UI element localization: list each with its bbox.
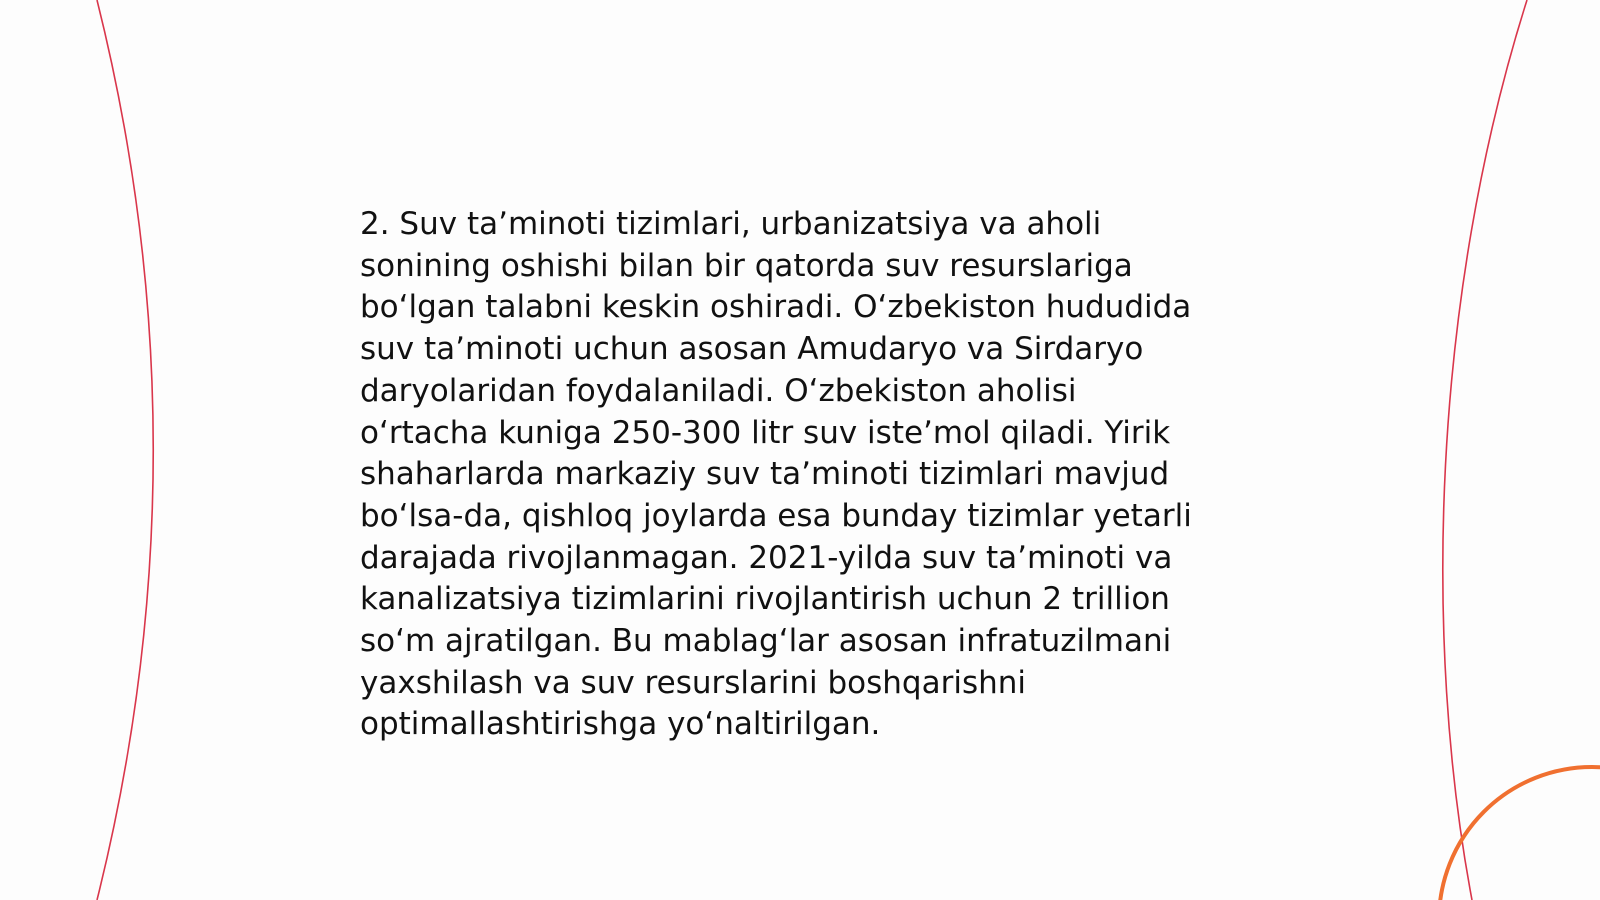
left-decorative-curve [97,0,153,900]
slide-body-text: 2. Suv ta’minoti tizimlari, urbanizatsiya va aholi sonining oshishi bilan bir qatorda suv resurslariga bo‘lgan talabni keskin oshiradi. O‘zbekiston hududida suv ta’minoti uchun asosan Amudaryo va Sirdaryo daryolaridan foydalaniladi. O‘zbekiston aholisi o‘rtacha kuniga 250-300 litr suv iste’mol qiladi. Yirik shaharlarda markaziy suv ta’minoti tizimlari mavjud bo‘lsa-da, qishloq joylarda esa bunday tizimlar yetarli darajada rivojlanmagan. 2021-yilda suv ta’minoti va kanalizatsiya tizimlarini rivojlantirish uchun 2 trillion so‘m ajratilgan. Bu mablag‘lar asosan infratuzilmani yaxshilash va suv resurslarini boshqarishni optimallashtirishga yo‘naltirilgan. [360,206,1192,743]
bottom-right-decorative-arc [1439,767,1600,900]
right-decorative-curve [1443,0,1527,900]
